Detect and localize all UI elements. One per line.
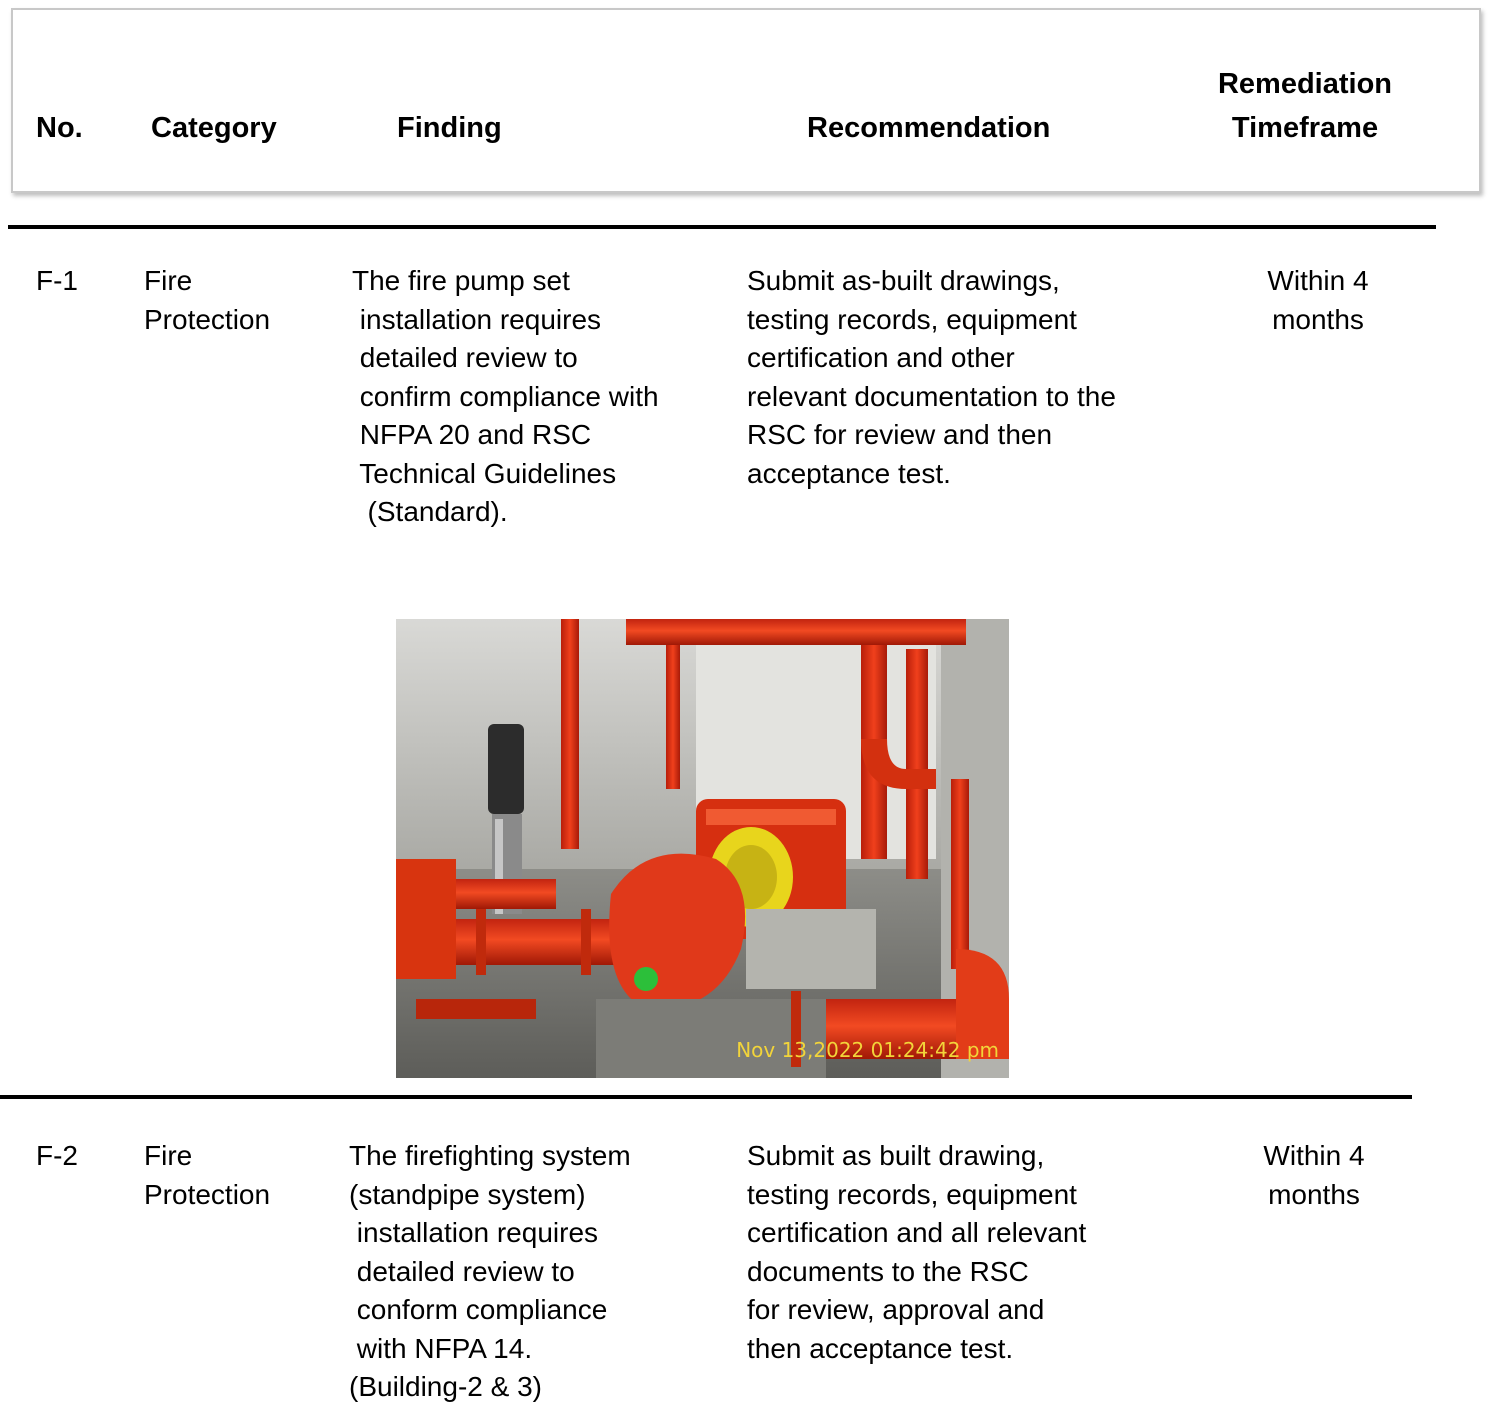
row-1-timeframe: Within 4 months — [1267, 265, 1369, 335]
row-1-finding: The fire pump set installation requires detailed review to confirm compliance with NFPA 20 and RSC Technical Guidelines (Standard). — [352, 265, 659, 527]
fire-pump-photo — [396, 619, 1009, 1078]
header-timeframe: Remediation Timeframe — [1217, 68, 1393, 144]
photo-timestamp: Nov 13,2022 01:24:42 pm — [736, 1038, 999, 1062]
row-2-finding: The firefighting system (standpipe system) installation requires detailed review to conform compliance with NFPA 14. (Building-2 & 3) — [349, 1140, 631, 1402]
row-1-recommendation: Submit as-built drawings, testing records, equipment certification and other relevant documentation to the RSC for review and then acceptance test. — [747, 265, 1116, 489]
header-category: Category — [151, 112, 277, 144]
row-1-category: Fire Protection — [144, 265, 271, 335]
row-2-recommendation: Submit as built drawing, testing records, equipment certification and all relevant documents to the RSC for review, approval and then acceptance test. — [747, 1140, 1087, 1364]
row-divider — [0, 1095, 1412, 1099]
header-no: No. — [36, 112, 83, 144]
row-2-timeframe: Within 4 months — [1263, 1140, 1365, 1210]
header-divider — [8, 225, 1436, 229]
row-2-category: Fire Protection — [144, 1140, 271, 1210]
header-finding: Finding — [397, 112, 502, 144]
row-1-no: F-1 — [36, 265, 78, 296]
row-2-no: F-2 — [36, 1140, 78, 1171]
fire-pump-illustration — [396, 619, 1009, 1078]
header-recommendation: Recommendation — [807, 112, 1051, 144]
